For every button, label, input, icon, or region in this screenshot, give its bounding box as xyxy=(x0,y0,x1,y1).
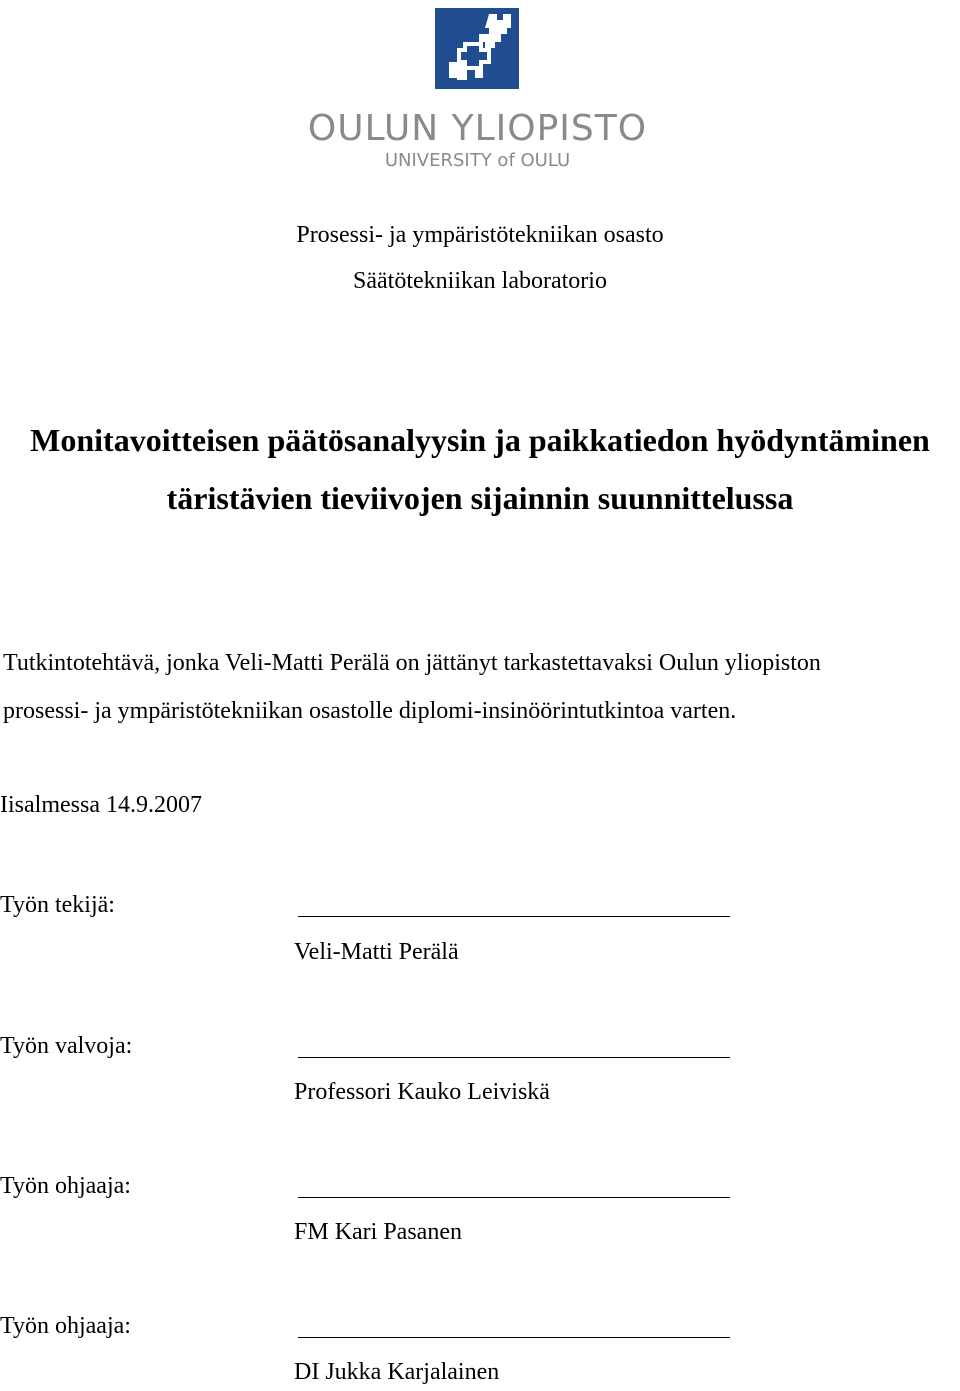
signature-label: Työn ohjaaja: xyxy=(0,1313,131,1339)
signature-label: Työn ohjaaja: xyxy=(0,1173,131,1199)
logo-wordmark xyxy=(280,107,675,151)
signature-name: DI Jukka Karjalainen xyxy=(294,1359,500,1385)
place-date: Iisalmessa 14.9.2007 xyxy=(0,792,202,818)
signature-line xyxy=(298,1057,730,1058)
thesis-title-line-1: Monitavoitteisen päätösanalyysin ja paikkatiedon hyödyntäminen xyxy=(30,422,930,458)
thesis-title-line-2: täristävien tieviivojen sijainnin suunnittelussa xyxy=(166,480,794,516)
description-line-1: Tutkintotehtävä, jonka Veli-Matti Perälä on jättänyt tarkastettavaksi Oulun yliopiston xyxy=(3,650,821,676)
signature-label: Työn tekijä: xyxy=(0,892,115,918)
signature-line xyxy=(298,1197,730,1198)
department-name: Prosessi- ja ympäristötekniikan osasto xyxy=(296,222,664,248)
signature-name: FM Kari Pasanen xyxy=(294,1219,462,1245)
logo-subtitle-text: UNIVERSITY of OULU xyxy=(384,150,571,171)
logo-name-text: OULUN YLIOPISTO xyxy=(307,108,648,149)
signature-name: Veli-Matti Perälä xyxy=(294,939,459,965)
signature-name: Professori Kauko Leiviskä xyxy=(294,1079,550,1105)
laboratory-name: Säätötekniikan laboratorio xyxy=(353,268,607,294)
description-line-2: prosessi- ja ympäristötekniikan osastolle diplomi-insinöörintutkintoa varten. xyxy=(3,698,737,724)
logo-subtitle xyxy=(280,149,675,173)
signature-label: Työn valvoja: xyxy=(0,1033,133,1059)
signature-line xyxy=(298,1337,730,1338)
signature-line xyxy=(298,916,730,917)
university-crest-icon xyxy=(435,8,519,89)
